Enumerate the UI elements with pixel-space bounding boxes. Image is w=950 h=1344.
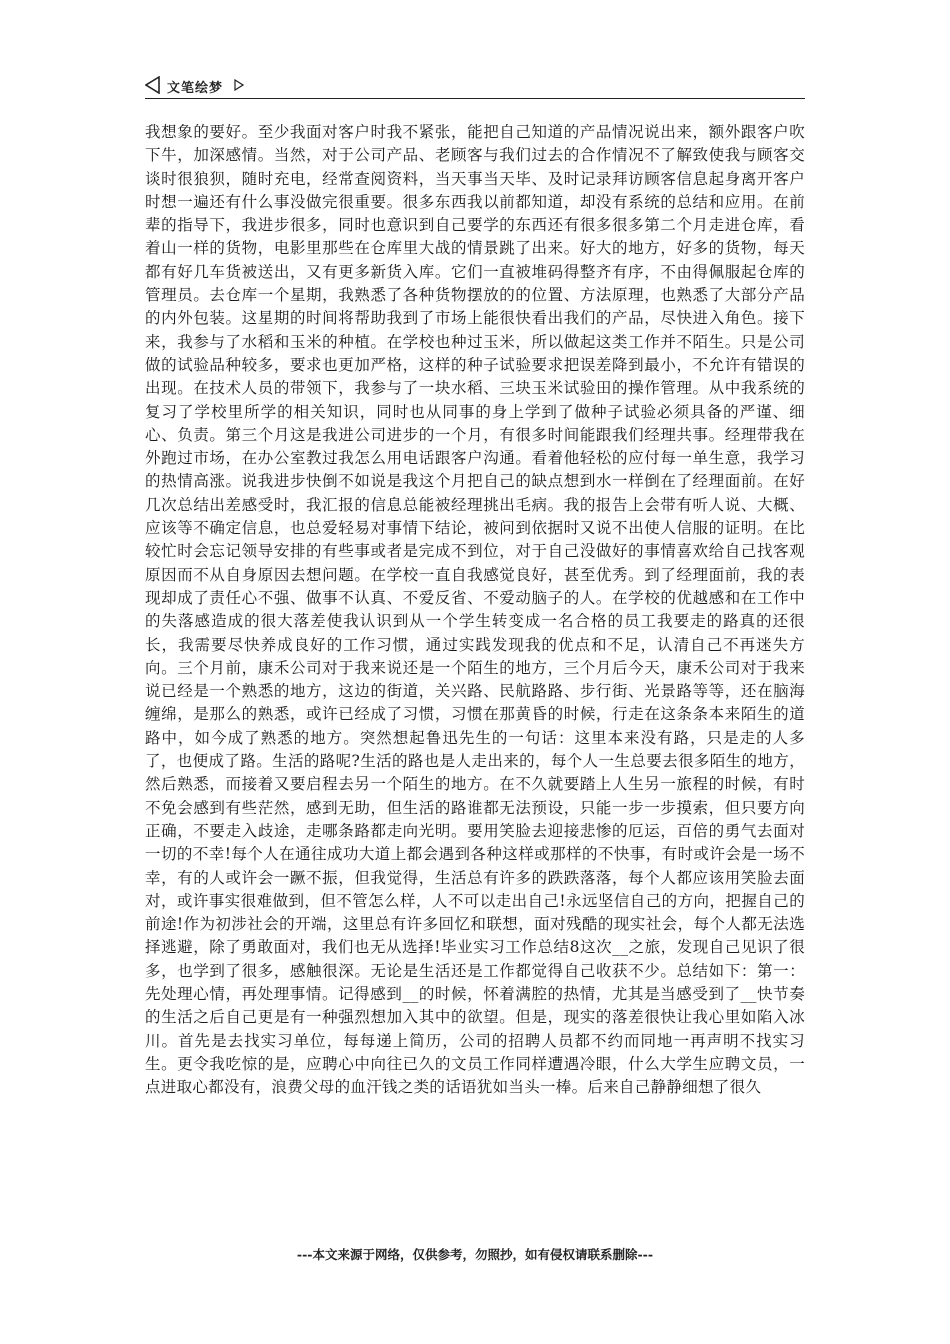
footer-disclaimer: ---本文来源于网络，仅供参考，勿照抄，如有侵权请联系删除--- bbox=[296, 1247, 654, 1262]
header-title: 文笔绘梦 bbox=[167, 81, 224, 96]
triangle-right-outline-icon bbox=[234, 76, 244, 88]
triangle-left-outline-icon bbox=[145, 76, 161, 94]
page-header bbox=[145, 72, 805, 99]
body-paragraph: 我想象的要好。至少我面对客户时我不紧张，能把自己知道的产品情况说出来，额外跟客户吹下牛，加深感情。当然，对于公司产品、老顾客与我们过去的合作情况不了解致使我与顾客交谈时很狼狈，随时充电，经常查阅资料，当天事当天毕、及时记录拜访顾客信息起身离开客户时想一遍还有什么事没做完很重要。很多东西我以前都知道，却没有系统的总结和应用。在前辈的指导下，我进步很多，同时也意识到自己要学的东西还有很多很多第二个月走进仓库，看着山一样的货物，电影里那些在仓库里大战的情景跳了出来。好大的地方，好多的货物，每天都有好几车货被送出，又有更多新货入库。它们一直被堆码得整齐有序，不由得佩服起仓库的管理员。去仓库一个星期，我熟悉了各种货物摆放的的位置、方法原理，也熟悉了大部分产品的内外包装。这星期的时间将帮助我到了市场上能很快看出我们的产品，尽快进入角色。接下来，我参与了水稻和玉米的种植。在学校也种过玉米，所以做起这类工作并不陌生。只是公司做的试验品种较多，要求也更加严格，这样的种子试验要求把误差降到最小，不允许有错误的出现。在技术人员的带领下，我参与了一块水稻、三块玉米试验田的操作管理。从中我系统的复习了学校里所学的相关知识，同时也从同事的身上学到了做种子试验必须具备的严谨、细心、负责。第三个月这是我进公司进步的一个月，有很多时间能跟我们经理共事。经理带我在外跑过市场，在办公室教过我怎么用电话跟客户沟通。看着他轻松的应付每一单生意，我学习的热情高涨。说我进步快倒不如说是我这个月把自己的缺点想到水一样倒在了经理面前。在好几次总结出差感受时，我汇报的信息总能被经理挑出毛病。我的报告上会带有听人说、大概、应该等不确定信息，也总爱轻易对事情下结论，被问到依据时又说不出使人信服的证明。在比较忙时会忘记领导安排的有些事或者是完成不到位，对于自己没做好的事情喜欢给自己找客观原因而不从自身原因去想问题。在学校一直自我感觉良好，甚至优秀。到了经理面前，我的表现却成了责任心不强、做事不认真、不爱反省、不爱动脑子的人。在学校的优越感和在工作中的失落感造成的很大落差使我认识到从一个学生转变成一名合格的员工我要走的路真的还很长，我需要尽快养成良好的工作习惯，通过实践发现我的优点和不足，认清自己不再迷失方向。三个月前，康禾公司对于我来说还是一个陌生的地方，三个月后今天，康禾公司对于我来说已经是一个熟悉的地方，这边的街道，关兴路、民航路路、步行街、光景路等等，还在脑海缠绵，是那么的熟悉，或许已经成了习惯，习惯在那黄昏的时候，行走在这条条本来陌生的道路中，如今成了熟悉的地方。突然想起鲁迅先生的一句话：这里本来没有路，只是走的人多了，也便成了路。生活的路呢?生活的路也是人走出来的，每个人一生总要去很多陌生的地方，然后熟悉，而接着又要启程去另一个陌生的地方。在不久就要踏上人生另一旅程的时候，有时不免会感到有些茫然，感到无助，但生活的路谁都无法预设，只能一步一步摸索，但只要方向正确，不要走入歧途，走哪条路都走向光明。要用笑脸去迎接悲惨的厄运，百倍的勇气去面对一切的不幸!每个人在通往成功大道上都会遇到各种这样或那样的不快事，有时或许会是一场不幸，有的人或许会一蹶不振，但我觉得，生活总有许多的跌跌落落，每个人都应该用笑脸去面对，或许事实很难做到，但不管怎么样，人不可以走出自己!永远坚信自己的方向，把握自己的前途!作为初涉社会的开端，这里总有许多回忆和联想，面对残酷的现实社会，每个人都无法选择逃避，除了勇敢面对，我们也无从选择!毕业实习工作总结8这次__之旅，发现自己见识了很多，也学到了很多，感触很深。无论是生活还是工作都觉得自己收获不少。总结如下：第一：先处理心情，再处理事情。记得感到__的时候，怀着满腔的热情，尤其是当感受到了__快节奏的生活之后自己更是有一种强烈想加入其中的欲望。但是，现实的落差很快让我心里如陷入冰川。首先是去找实习单位，每每递上简历，公司的招聘人员都不约而同地一再声明不找实习生。更令我吃惊的是，应聘心中向往已久的文员工作同样遭遇冷眼，什么大学生应聘文员，一点进取心都没有，浪费父母的血汗钱之类的话语犹如当头一棒。后来自己静静细想了很久 bbox=[145, 123, 805, 1097]
